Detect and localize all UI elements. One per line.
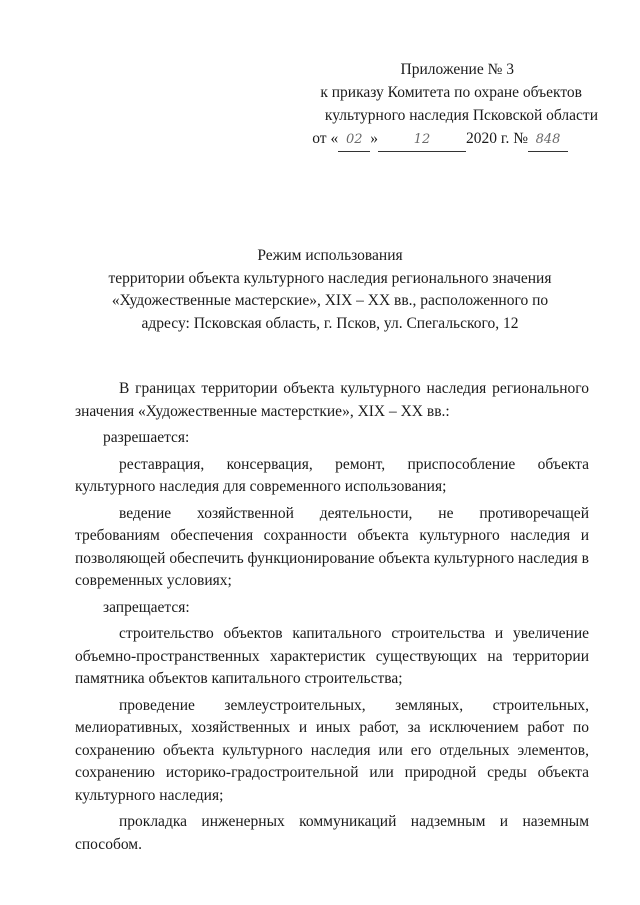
allowed-item-2: ведение хозяйственной деятельности, не противоречащей требованиям обеспечения сохранности объекта культурного наследия и позволяющей обеспечить функционирование объекта культурного наследия в современных условиях; [75, 504, 589, 589]
title-line-3: «Художественные мастерские», XIX – XX вв., расположенного по [111, 292, 549, 309]
date-prefix: от « [312, 130, 339, 147]
forbidden-label: запрещается: [103, 598, 190, 616]
appendix-order-reference: к приказу Комитета по охране объектов [320, 84, 582, 101]
title-line-1: Режим использования [257, 247, 403, 264]
intro-paragraph: В границах территории объекта культурного наследия регионального значения «Художественные мастерсткие», XIX – XX вв.: [75, 380, 589, 420]
forbidden-item-2: проведение землеустроительных, земляных, строительных, мелиоративных, хозяйственных и иных работ, за исключением работ по сохранению объекта культурного наследия или его отдельных элементов, сохранению историко-градостроительной или природной среды объекта культурного наследия; [75, 696, 589, 804]
document-title [60, 245, 600, 335]
forbidden-item-1: строительство объектов капитального строительства и увеличение объемно-пространственных характеристик существующих на территории памятника объектов капитального строительства; [75, 625, 589, 687]
date-year: 2020 г. № [465, 130, 528, 147]
appendix-number: Приложение № 3 [400, 61, 514, 78]
title-line-2: территории объекта культурного наследия регионального значения [108, 269, 552, 287]
allowed-item-1: реставрация, консервация, ремонт, приспособление объекта культурного наследия для современного использования; [75, 455, 589, 495]
forbidden-item-3: прокладка инженерных коммуникаций надземным и наземным способом. [75, 813, 589, 853]
appendix-header [290, 58, 610, 152]
date-mid: » [370, 130, 378, 147]
appendix-committee: культурного наследия Псковской области [324, 107, 598, 124]
appendix-date-line [290, 127, 610, 152]
date-day-handwritten: 02 [338, 128, 370, 152]
date-month-handwritten: 12 [378, 128, 466, 152]
allowed-label: разрешается: [103, 429, 190, 446]
title-line-4: адресу: Псковская область, г. Псков, ул. Спегальского, 12 [141, 314, 519, 332]
order-number-handwritten: 848 [528, 128, 568, 152]
document-body [75, 378, 589, 860]
